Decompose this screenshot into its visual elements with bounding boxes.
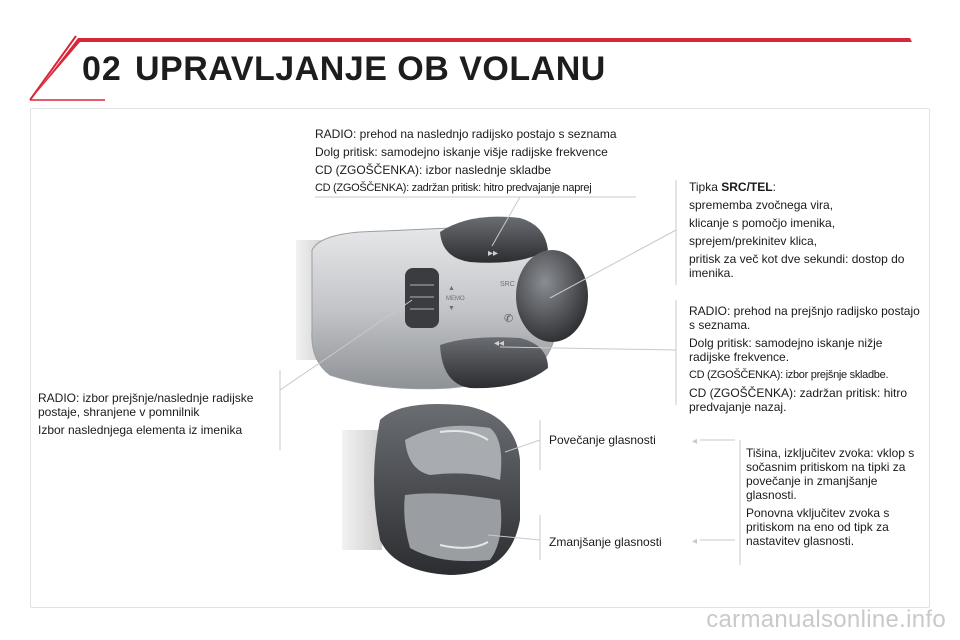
src-heading: Tipka SRC/TEL: [689, 180, 776, 194]
callout-line: Izbor naslednjega elementa iz imenika [38, 423, 243, 437]
callout-line: sprememba zvočnega vira, [689, 198, 834, 212]
callout-line: CD (ZGOŠČENKA): izbor prejšnje skladbe. [689, 369, 889, 381]
watermark: carmanualsonline.info [706, 606, 946, 633]
volume-down-button[interactable] [404, 493, 501, 561]
wheel-callout [38, 391, 274, 441]
callout-line: RADIO: prehod na naslednjo radijsko postajo s seznama [315, 127, 617, 141]
callout-line: RADIO: izbor prejšnje/naslednje radijske postaje, shranjene v pomnilnik [38, 391, 254, 419]
next-icon: ▸▸ [488, 248, 499, 259]
callout-line: CD (ZGOŠČENKA): zadržan pritisk: hitro predvajanje nazaj. [689, 386, 908, 414]
callout-line: Ponovna vključitev zvoka s pritiskom na eno od tipk za nastavitev glasnosti. [746, 506, 890, 548]
callout-line: klicanje s pomočjo imenika, [689, 216, 836, 230]
callout-line: CD (ZGOŠČENKA): zadržan pritisk: hitro predvajanje naprej [315, 182, 592, 194]
volume-control-unit [342, 404, 520, 575]
arrow-left-icon: ◂ [692, 536, 698, 547]
mute-callout [746, 446, 922, 552]
callout-line: sprejem/prekinitev klica, [689, 234, 818, 248]
callout-line: RADIO: prehod na prejšnjo radijsko postajo s seznama. [689, 304, 920, 332]
callout-line: pritisk za več kot dve sekundi: dostop do imenika. [689, 252, 905, 280]
arrow-left-icon: ◂ [692, 436, 698, 447]
src-label: SRC [500, 281, 515, 288]
phone-icon: ✆ [504, 313, 514, 325]
callout-line: Dolg pritisk: samodejno iskanje nižje radijske frekvence. [689, 336, 883, 364]
page-title: UPRAVLJANJE OB VOLANU [135, 50, 606, 88]
radio-control-unit [296, 217, 588, 389]
src-tel-callout [689, 180, 925, 284]
callout-line: Tišina, izključitev zvoka: vklop s sočasnim pritiskom na tipki za povečanje in zmanjšanje glasnosti. [746, 446, 915, 502]
chapter-number: 02 [82, 50, 122, 88]
src-key: SRC/TEL [721, 180, 773, 194]
callout-line: Dolg pritisk: samodejno iskanje višje radijske frekvence [315, 145, 608, 159]
previous-icon: ◂◂ [494, 338, 505, 349]
previous-callout [689, 304, 925, 418]
memo-up-icon: ▲ [448, 285, 455, 292]
src-tel-button[interactable] [516, 250, 588, 342]
volume-down-label: Zmanjšanje glasnosti [549, 535, 662, 549]
next-callout [315, 127, 645, 199]
volume-up-label: Povečanje glasnosti [549, 433, 656, 447]
memo-label: MEMO [446, 296, 465, 302]
callout-line: CD (ZGOŠČENKA): izbor naslednje skladbe [315, 163, 552, 177]
memo-down-icon: ▼ [448, 305, 455, 312]
